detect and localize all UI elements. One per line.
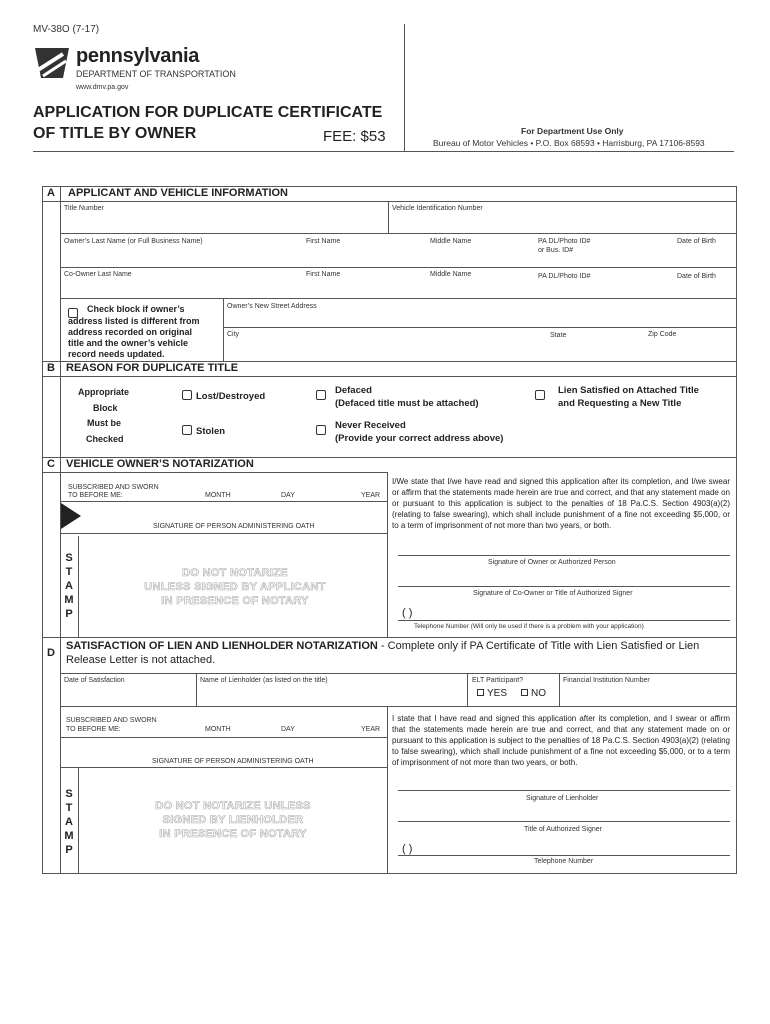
section-b-letter: B: [47, 362, 55, 374]
lienholder-statement: I state that I have read and signed this application after its completion, and I swear or affirm that the statements made herein are true and correct, and that any statement made on or pursuant to this application is subject to the penalties of 18 Pa.C.S. Section 4903(a)(2) (relating to false swearing), which shall include punishment of a fine not exceeding $5,000, or to a term of imprisonment of not more than two years, or both.: [392, 714, 730, 767]
lienholder-name-field[interactable]: [197, 686, 466, 705]
elt-divider: [467, 673, 468, 706]
sworn-line-d: [60, 737, 387, 738]
dob-label: Date of Birth: [677, 238, 716, 245]
defaced-note: (Defaced title must be attached): [335, 398, 479, 409]
lien-telephone-field[interactable]: [398, 840, 730, 855]
coowner-last-name-label: Co-Owner Last Name: [64, 271, 132, 278]
lien-do-not-notarize-watermark: DO NOT NOTARIZE UNLESS SIGNED BY LIENHOLDER IN PRESENCE OF NOTARY: [155, 800, 311, 840]
telephone-label-d: Telephone Number: [534, 858, 594, 865]
city-state-zip-field[interactable]: [224, 340, 736, 360]
authorized-signer-label: Title of Authorized Signer: [524, 826, 602, 833]
never-received-note: (Provide your correct address above): [335, 433, 504, 444]
street-line: [223, 327, 737, 328]
form-title-line2: OF TITLE BY OWNER: [33, 125, 197, 142]
form-title-line1: APPLICATION FOR DUPLICATE CERTIFICATE: [33, 104, 383, 121]
owner-statement: I/We state that I/we have read and signed this application after its completion, and I/we swear or affirm that the statements made herein are true and correct, and that any statement made on or pursuant to this application is subject to the penalties of 18 Pa.C.S. Section 4903(a)(2) (relating to false swearing), which shall include punishment of a fine not exceeding $5,000, or to a term of imprisonment of not more than two years, or both.: [392, 477, 730, 530]
telephone-line-d: [398, 855, 730, 856]
check-text-line2: address listed is different from: [68, 316, 200, 326]
section-a-header-line: [42, 201, 737, 202]
telephone-paren: ( ): [402, 607, 413, 619]
section-d-title-line2: Release Letter is not attached.: [66, 654, 216, 666]
lost-destroyed-label: Lost/Destroyed: [196, 391, 266, 402]
stolen-option[interactable]: [182, 421, 225, 439]
section-b-header-line: [42, 376, 737, 377]
coowner-signature-field[interactable]: [398, 568, 730, 586]
authorized-signer-line: [398, 821, 730, 822]
never-received-label: Never Received: [335, 420, 406, 431]
section-d-divider: [387, 706, 388, 874]
section-a-title: APPLICANT AND VEHICLE INFORMATION: [68, 187, 288, 199]
lienholder-name-label: Name of Lienholder (as listed on the title): [200, 677, 328, 684]
checkbox-icon: [521, 689, 528, 696]
elt-yes-option[interactable]: YES: [477, 688, 507, 699]
new-street-field[interactable]: [224, 311, 736, 326]
row-line-3: [60, 298, 737, 299]
lienholder-signature-field[interactable]: [398, 772, 730, 790]
stamp-divider-d: [78, 767, 79, 874]
appropriate-label: Appropriate: [78, 387, 130, 397]
first-name-label-2: First Name: [306, 271, 341, 278]
form-id: MV-38O (7-17): [33, 24, 100, 35]
telephone-label: Telephone Number (Will only be used if there is a problem with your application): [414, 623, 644, 630]
coowner-pa-dl-label: PA DL/Photo ID#: [538, 273, 591, 280]
must-be-label: Must be: [87, 418, 122, 428]
checked-label: Checked: [86, 434, 124, 444]
header-underline: [33, 151, 734, 152]
coowner-signature-line: [398, 586, 730, 587]
first-name-label: First Name: [306, 238, 341, 245]
pa-keystone-logo-icon: [33, 44, 71, 82]
owner-signature-field[interactable]: [398, 536, 730, 554]
section-c-divider: [387, 472, 388, 637]
do-not-notarize-watermark: DO NOT NOTARIZE UNLESS SIGNED BY APPLICANT IN PRESENCE OF NOTARY: [144, 567, 326, 607]
day-label: DAY: [281, 492, 295, 499]
lien-row-line: [60, 706, 737, 707]
day-label-d: DAY: [281, 726, 295, 733]
agency-name: pennsylvania: [76, 45, 200, 67]
section-d-letter: D: [47, 647, 55, 659]
year-label-d: YEAR: [361, 726, 381, 733]
owner-name-fields[interactable]: [61, 255, 736, 267]
section-d-top-line: [42, 637, 737, 638]
bus-id-label: or Bus. ID#: [538, 247, 574, 254]
middle-name-label-2: Middle Name: [430, 271, 472, 278]
checkbox-icon: [316, 425, 326, 435]
defaced-label: Defaced: [335, 385, 372, 396]
oath-line: [60, 533, 387, 534]
signature-arrow-icon: [61, 503, 81, 534]
row-line-1: [60, 233, 737, 234]
financial-institution-label: Financial Institution Number: [563, 677, 650, 684]
section-d-header-line: [60, 673, 737, 674]
financial-institution-field[interactable]: [560, 686, 736, 705]
section-d-title: SATISFACTION OF LIEN AND LIENHOLDER NOTARIZATION - Complete only if PA Certificate of Title with Lien Satisfied or Lien: [66, 640, 700, 652]
check-text-line4: title and the owner’s vehicle: [68, 338, 189, 348]
stamp-letters: S T A M P: [64, 552, 74, 620]
sworn-line: [60, 501, 387, 502]
section-a-letter: A: [47, 187, 55, 199]
notary-signature-field[interactable]: [85, 503, 385, 521]
agency-website: www.dmv.pa.gov: [76, 84, 129, 91]
stamp-letters-d: S T A M P: [64, 788, 74, 856]
city-label: City: [227, 331, 240, 338]
elt-label: ELT Participant?: [472, 677, 524, 684]
section-c-title: VEHICLE OWNER’S NOTARIZATION: [66, 458, 254, 470]
sworn-label-1: SUBSCRIBED AND SWORN: [68, 484, 159, 491]
row-line-2: [60, 267, 737, 268]
check-text-line5: record needs updated.: [68, 349, 165, 359]
owner-last-name-label: Owner’s Last Name (or Full Business Name): [64, 238, 203, 245]
state-label: State: [550, 332, 567, 339]
checkbox-icon: [477, 689, 484, 696]
date-satisfaction-field[interactable]: [61, 686, 195, 705]
lien-notary-date-field[interactable]: [130, 710, 385, 736]
owner-signature-line: [398, 555, 730, 556]
check-text-line1: Check block if owner’s: [87, 304, 185, 314]
date-satisfaction-label: Date of Satisfaction: [64, 677, 125, 684]
middle-name-label: Middle Name: [430, 238, 472, 245]
telephone-paren-d: ( ): [402, 843, 413, 855]
signature-oath-label: SIGNATURE OF PERSON ADMINISTERING OATH: [153, 523, 315, 530]
dob-label-2: Date of Birth: [677, 273, 716, 280]
section-c-letter: C: [47, 458, 55, 470]
agency-department: DEPARTMENT OF TRANSPORTATION: [76, 69, 236, 79]
month-label-d: MONTH: [205, 726, 231, 733]
sworn-label-2: TO BEFORE ME:: [68, 492, 123, 499]
signature-oath-label-d: SIGNATURE OF PERSON ADMINISTERING OATH: [152, 758, 314, 765]
month-label: MONTH: [205, 492, 231, 499]
section-b-title: REASON FOR DUPLICATE TITLE: [66, 362, 239, 374]
bureau-address: Bureau of Motor Vehicles • P.O. Box 68593 • Harrisburg, PA 17106-8593: [433, 138, 705, 148]
defaced-checkbox[interactable]: [316, 386, 330, 404]
lost-destroyed-option[interactable]: [182, 386, 265, 404]
vin-field[interactable]: [389, 214, 736, 232]
stolen-label: Stolen: [196, 426, 226, 437]
lien-satisfied-checkbox[interactable]: [535, 386, 549, 404]
oath-line-d: [60, 767, 387, 768]
owner-signature-label: Signature of Owner or Authorized Person: [488, 559, 616, 566]
lien-satisfied-label: Lien Satisfied on Attached Title: [558, 385, 699, 396]
coowner-signature-label: Signature of Co-Owner or Title of Authorized Signer: [473, 590, 633, 597]
fee-label: FEE: $53: [323, 128, 386, 145]
header-divider: [404, 24, 405, 152]
never-received-checkbox[interactable]: [316, 421, 330, 439]
pa-dl-label: PA DL/Photo ID#: [538, 238, 591, 245]
stamp-divider: [78, 536, 79, 637]
telephone-field[interactable]: [398, 604, 730, 620]
lien-satisfied-note: and Requesting a New Title: [558, 398, 682, 409]
checkbox-icon: [182, 390, 192, 400]
zip-label: Zip Code: [648, 331, 677, 338]
check-text-line3: address recorded on original: [68, 327, 193, 337]
lienholder-signature-line: [398, 790, 730, 791]
telephone-line: [398, 620, 730, 621]
section-c-header-line: [42, 472, 387, 473]
sworn-label-d2: TO BEFORE ME:: [66, 726, 121, 733]
coowner-name-fields[interactable]: [61, 283, 736, 297]
checkbox-icon: [535, 390, 545, 400]
year-label: YEAR: [361, 492, 381, 499]
title-number-field[interactable]: [61, 214, 387, 232]
sworn-label-d1: SUBSCRIBED AND SWORN: [66, 717, 157, 724]
block-label: Block: [93, 403, 118, 413]
department-use-label: For Department Use Only: [521, 126, 624, 136]
title-number-label: Title Number: [64, 205, 104, 212]
lienholder-signature-label: Signature of Lienholder: [526, 795, 599, 802]
new-street-label: Owner’s New Street Address: [227, 303, 317, 310]
checkbox-icon: [182, 425, 192, 435]
lien-notary-signature-field[interactable]: [61, 739, 385, 756]
elt-no-option[interactable]: NO: [521, 688, 546, 699]
notary-date-field[interactable]: [130, 478, 385, 500]
checkbox-icon: [316, 390, 326, 400]
vin-label: Vehicle Identification Number: [392, 205, 483, 212]
authorized-signer-field[interactable]: [398, 803, 730, 821]
